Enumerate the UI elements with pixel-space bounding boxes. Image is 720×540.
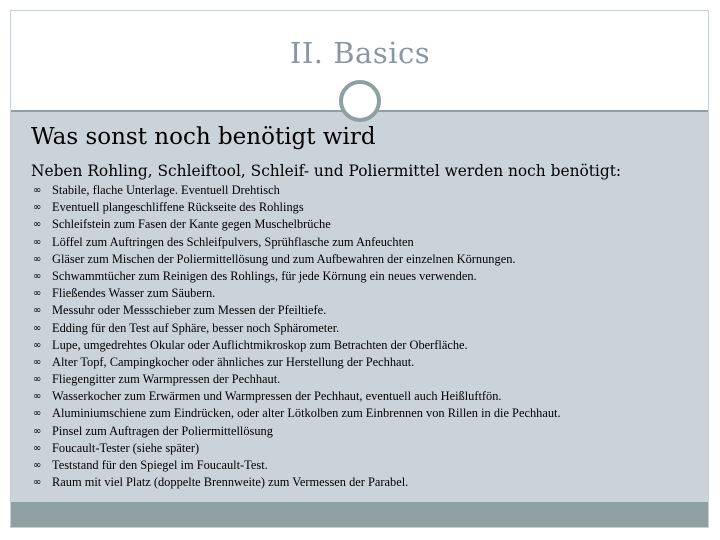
list-item: [33, 405, 561, 422]
infinity-bullet-icon: ∞: [33, 374, 42, 386]
infinity-bullet-icon: ∞: [33, 185, 42, 196]
list-item-text: Messuhr oder Messschieber zum Messen der Pfeiltiefe.: [52, 303, 327, 318]
list-item: [33, 182, 561, 199]
list-item: [33, 423, 561, 440]
infinity-bullet-icon: ∞: [33, 270, 42, 282]
infinity-bullet-icon: ∞: [33, 219, 42, 231]
infinity-bullet-icon: ∞: [33, 391, 42, 403]
list-item-text: Edding für den Test auf Sphäre, besser noch Sphärometer.: [52, 320, 340, 335]
infinity-bullet-icon: ∞: [33, 460, 42, 471]
list-item-text: Schleifstein zum Fasen der Kante gegen Muschelbrüche: [52, 217, 331, 232]
list-item-text: Alter Topf, Campingkocher oder ähnliches zur Herstellung der Pechhaut.: [52, 354, 415, 369]
intro-text: Neben Rohling, Schleiftool, Schleif- und Poliermittel werden noch benötigt:: [31, 162, 622, 180]
infinity-bullet-icon: ∞: [33, 339, 42, 351]
list-item: [33, 199, 561, 216]
list-item: [33, 216, 561, 233]
list-item-text: Teststand für den Spiegel im Foucault-Test.: [52, 458, 268, 472]
infinity-bullet-icon: ∞: [33, 202, 42, 214]
list-item-text: Lupe, umgedrehtes Okular oder Auflichtmikroskop zum Betrachten der Oberfläche.: [52, 337, 468, 352]
list-item: [33, 285, 561, 302]
list-item: [33, 337, 561, 354]
list-item: [33, 320, 561, 337]
list-item: [33, 234, 561, 251]
slide-heading: Was sonst noch benötigt wird: [31, 124, 376, 150]
section-title: II. Basics: [289, 36, 431, 70]
list-item: [33, 354, 561, 371]
infinity-bullet-icon: ∞: [33, 442, 42, 454]
list-item-text: Wasserkocher zum Erwärmen und Warmpressen der Pechhaut, eventuell auch Heißluftfön.: [52, 389, 502, 404]
infinity-bullet-icon: ∞: [33, 322, 42, 334]
list-item-text: Gläser zum Mischen der Poliermittellösung und zum Aufbewahren der einzelnen Körnungen.: [52, 251, 516, 266]
list-item-text: Löffel zum Auftringen des Schleifpulvers, Sprühflasche zum Anfeuchten: [52, 234, 414, 249]
footer-bar: [11, 502, 708, 527]
list-item-text: Pinsel zum Auftragen der Poliermittellösung: [52, 423, 273, 438]
infinity-bullet-icon: ∞: [33, 356, 42, 368]
list-item-text: Aluminiumschiene zum Eindrücken, oder alter Lötkolben zum Einbrennen von Rillen in die Pechhaut.: [52, 406, 561, 421]
list-item-text: Fliegengitter zum Warmpressen der Pechhaut.: [52, 372, 281, 387]
list-item: [33, 302, 561, 319]
infinity-bullet-icon: ∞: [33, 408, 42, 420]
list-item-text: Foucault-Tester (siehe später): [52, 440, 200, 455]
infinity-bullet-icon: ∞: [33, 236, 42, 248]
list-item: [33, 371, 561, 388]
infinity-bullet-icon: ∞: [33, 253, 42, 265]
list-item: [33, 388, 561, 405]
list-item: [33, 474, 561, 491]
list-item-text: Eventuell plangeschliffene Rückseite des Rohlings: [52, 200, 304, 215]
list-item-text: Stabile, flache Unterlage. Eventuell Drehtisch: [52, 183, 280, 197]
requirements-list: [33, 182, 561, 491]
infinity-bullet-icon: ∞: [33, 305, 42, 317]
list-item: [33, 251, 561, 268]
list-item-text: Schwammtücher zum Reinigen des Rohlings, für jede Körnung ein neues verwenden.: [52, 268, 477, 283]
list-item: [33, 440, 561, 457]
divider-ring-icon: [339, 80, 381, 122]
infinity-bullet-icon: ∞: [33, 477, 42, 489]
list-item: [33, 268, 561, 285]
infinity-bullet-icon: ∞: [33, 288, 42, 300]
list-item: [33, 457, 561, 474]
infinity-bullet-icon: ∞: [33, 425, 42, 437]
list-item-text: Raum mit viel Platz (doppelte Brennweite) zum Vermessen der Parabel.: [52, 475, 409, 490]
list-item-text: Fließendes Wasser zum Säubern.: [52, 286, 216, 301]
